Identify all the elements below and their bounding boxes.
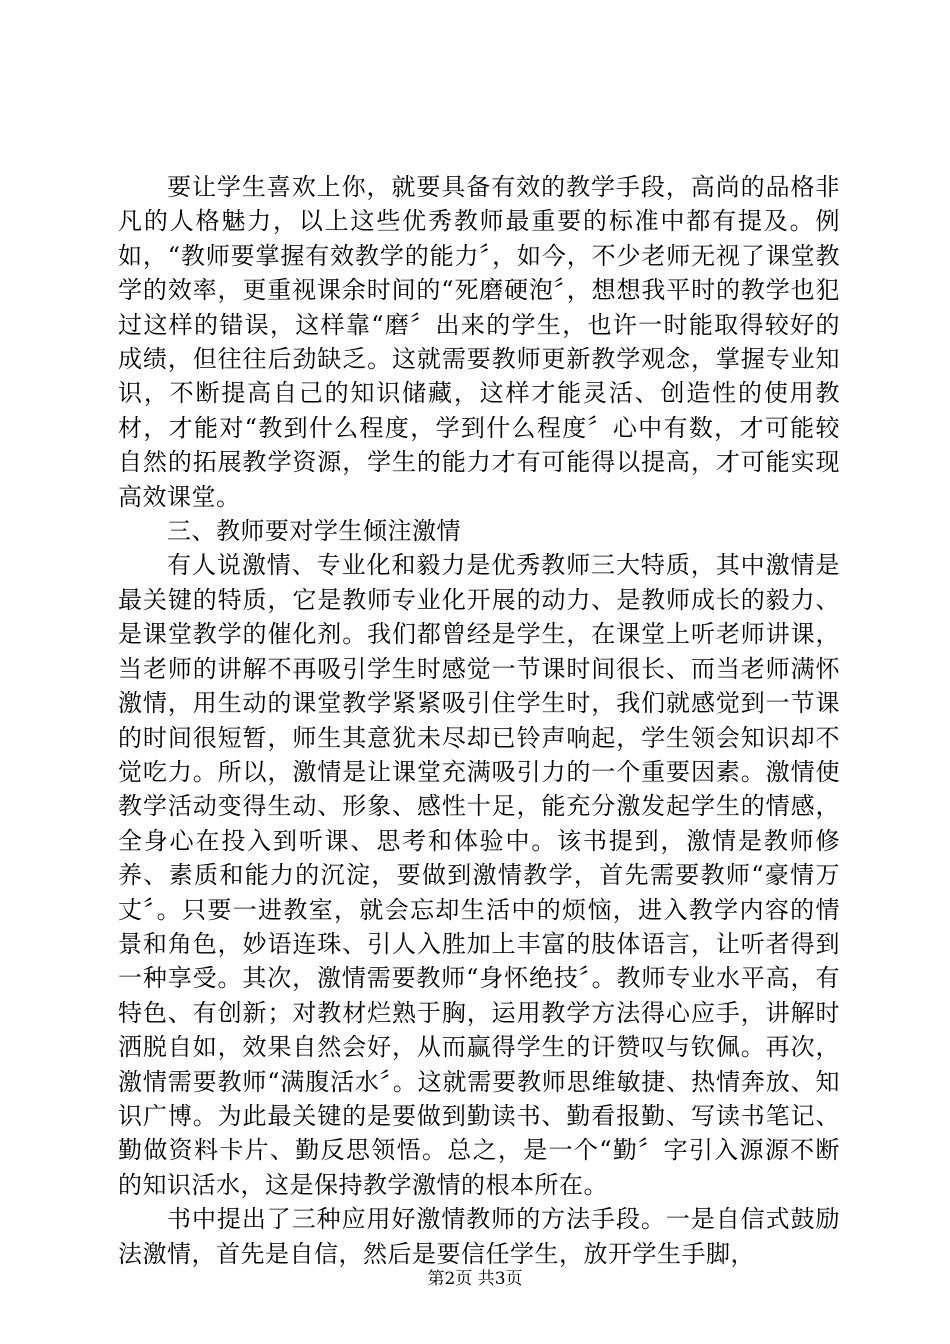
document-body (118, 170, 840, 1271)
page-footer: 第2页 共3页 (427, 1269, 523, 1289)
section-heading-passion: 三、教师要对学生倾注激情 (167, 517, 461, 546)
paragraph-three-methods: 书中提出了三种应用好激情教师的方法手段。一是自信式鼓励法激情，首先是自信，然后是要信任学生，放开学生手脚， (118, 1205, 840, 1268)
paragraph-passion: 有人说激情、专业化和毅力是优秀教师三大特质，其中激情是最关键的特质，它是教师专业化开展的动力、是教师成长的毅力、是课堂教学的催化剂。我们都曾经是学生，在课堂上听老师讲课，当老师的讲解不再吸引学生时感觉一节课时间很长、而当老师满怀激情，用生动的课堂教学紧紧吸引住学生时，我们就感觉到一节课的时间很短暂，师生其意犹未尽却已铃声响起，学生领会知识却不觉吃力。所以，激情是让课堂充满吸引力的一个重要因素。激情使教学活动变得生动、形象、感性十足，能充分激发起学生的情感，全身心在投入到听课、思考和体验中。该书提到，激情是教师修养、素质和能力的沉淀，要做到激情教学，首先需要教师“豪情万丈〞。只要一进教室，就会忘却生活中的烦恼，进入教学内容的情景和角色，妙语连珠、引人入胜加上丰富的肢体语言，让听者得到一种享受。其次，激情需要教师“身怀绝技〞。教师专业水平高，有特色、有创新；对教材烂熟于胸，运用教学方法得心应手，讲解时洒脱自如，效果自然会好，从而赢得学生的讦赞叹与钦佩。再次，激情需要教师“满腹活水〞。这就需要教师思维敏捷、热情奔放、知识广博。为此最关键的是要做到勤读书、勤看报勤、写读书笔记、勤做资料卡片、勤反思领悟。总之，是一个“勤〞字引入源源不断的知识活水，这是保持教学激情的根本所在。 (118, 551, 840, 1199)
paragraph-teaching-methods: 要让学生喜欢上你，就要具备有效的教学手段，高尚的品格非凡的人格魅力，以上这些优秀教师最重要的标准中都有提及。例如，“教师要掌握有效教学的能力〞，如今，不少老师无视了课堂教学的效率，更重视课余时间的“死磨硬泡〞，想想我平时的教学也犯过这样的错误，这样靠“磨〞出来的学生，也许一时能取得较好的成绩，但往往后劲缺乏。这就需要教师更新教学观念，掌握专业知识，不断提高自己的知识储藏，这样才能灵活、创造性的使用教材，才能对“教到什么程度，学到什么程度〞心中有数，才可能较自然的拓展教学资源，学生的能力才有可能得以提高，才可能实现高效课堂。 (118, 173, 840, 511)
